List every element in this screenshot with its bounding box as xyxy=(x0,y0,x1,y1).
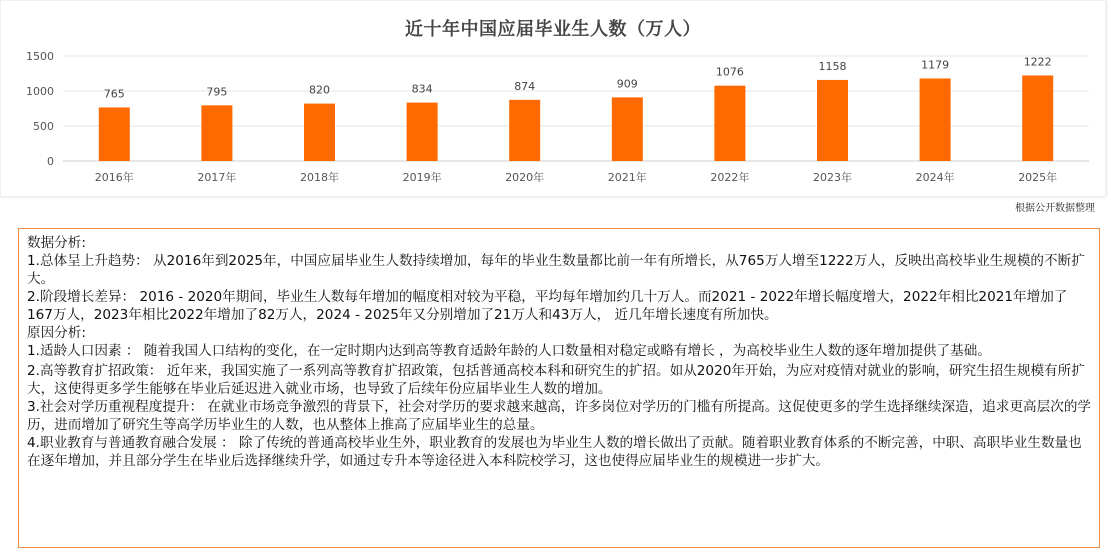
causes-heading: 原因分析: xyxy=(27,325,86,341)
bar xyxy=(714,86,745,161)
cause-item: 4.职业教育与普通教育融合发展 ： 除了传统的普通高校毕业生外，职业教育的发展也为毕业生人数的增长做出了贡献。随着职业教育体系的不断完善，中职、高职毕业生数量也在逐年增加，并且部分学生在毕业后选择继续升学，如通过专升本等途径进入本科院校学习，这也使得应届毕业生的规模进一步扩大。 xyxy=(27,435,1082,469)
y-tick-label: 0 xyxy=(47,155,54,168)
x-tick-label: 2019年 xyxy=(402,171,442,184)
analysis-item: 1.总体呈上升趋势： 从2016年到2025年，中国应届毕业生人数持续增加，每年的毕业生数量都比前一年有所增长，从765万人增至1222万人，反映出高校毕业生规模的不断扩大。 xyxy=(27,253,1085,287)
x-tick-label: 2018年 xyxy=(300,171,339,184)
x-tick-label: 2016年 xyxy=(94,171,134,184)
x-tick-label: 2021年 xyxy=(607,171,647,184)
bar xyxy=(612,97,643,161)
cause-item: 2.高等教育扩招政策： 近年来，我国实施了一系列高等教育扩招政策，包括普通高校本科和研究生的扩招。如从2020年开始，为应对疫情对就业的影响，研究生招生规模有所扩大，这使得更多学生能够在毕业后延迟进入就业市场，也导致了后续年份应届毕业生人数的增加。 xyxy=(27,363,1085,397)
data-label: 874 xyxy=(514,79,536,93)
cause-item: 3.社会对学历重视程度提升： 在就业市场竞争激烈的背景下，社会对学历的要求越来越高，许多岗位对学历的门槛有所提高。这促使更多的学生选择继续深造，追求更高层次的学历，进而增加了研究生等高学历毕业生的人数，也从整体上推高了应届毕业生的总量。 xyxy=(27,399,1092,433)
y-tick-label: 1500 xyxy=(26,50,54,63)
data-label: 1076 xyxy=(715,65,744,79)
bar xyxy=(509,100,540,161)
data-label: 820 xyxy=(309,83,330,97)
bar xyxy=(99,107,130,161)
data-label: 1158 xyxy=(818,59,847,73)
bar xyxy=(201,105,232,161)
data-label: 765 xyxy=(103,87,125,101)
bar-chart xyxy=(1,1,1105,196)
x-tick-label: 2025年 xyxy=(1018,171,1058,184)
analysis-box xyxy=(18,228,1100,548)
data-label: 909 xyxy=(616,77,638,91)
y-tick-label: 1000 xyxy=(26,85,54,98)
x-tick-label: 2022年 xyxy=(710,171,750,184)
cause-item: 1.适龄人口因素 ： 随着我国人口结构的变化，在一定时期内达到高等教育适龄年龄的人口数量相对稳定或略有增长 ，为高校毕业生人数的逐年增加提供了基础。 xyxy=(27,343,991,359)
data-label: 795 xyxy=(206,85,228,99)
data-label: 1179 xyxy=(921,58,950,72)
bar xyxy=(407,103,438,161)
x-tick-label: 2020年 xyxy=(505,171,545,184)
y-tick-label: 500 xyxy=(33,120,54,133)
bar xyxy=(920,78,951,161)
bar xyxy=(817,80,848,161)
x-tick-label: 2017年 xyxy=(197,171,237,184)
data-label: 834 xyxy=(411,82,433,96)
x-tick-label: 2024年 xyxy=(915,171,955,184)
analysis-heading: 数据分析: xyxy=(27,235,86,251)
chart-card xyxy=(0,0,1106,197)
bar xyxy=(1022,75,1053,161)
analysis-item: 2.阶段增长差异： 2016 - 2020年期间，毕业生人数每年增加的幅度相对较为平稳，平均每年增加约几十万人。而2021 - 2022年增长幅度增大，2022年相比2021年增加了167万人，2023年相比2022年增加了82万人，2024 - 2025年又分别增加了21万人和43万人， 近几年增长速度有所加快。 xyxy=(27,289,1068,323)
chart-title: 近十年中国应届毕业生人数（万人） xyxy=(405,19,701,40)
bar xyxy=(304,104,335,161)
source-note: 根据公开数据整理 xyxy=(1015,203,1095,214)
x-tick-label: 2023年 xyxy=(813,171,852,184)
data-label: 1222 xyxy=(1023,55,1052,69)
